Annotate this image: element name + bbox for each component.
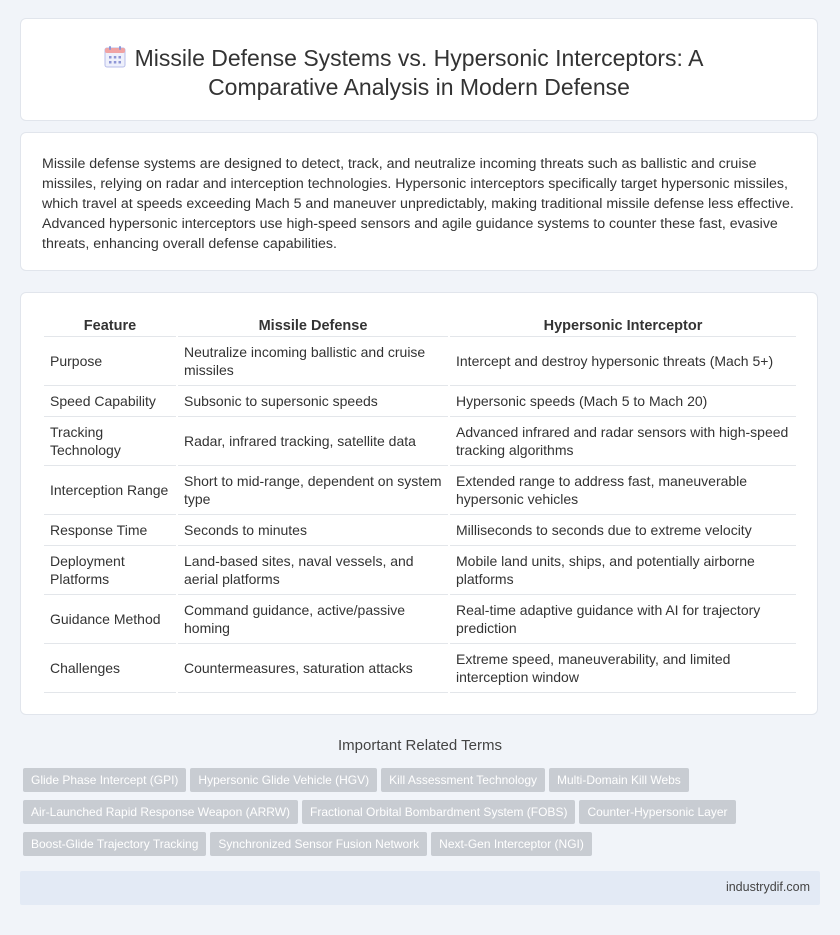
related-term-tag[interactable]: Glide Phase Intercept (GPI)	[23, 768, 186, 792]
row-feature: Guidance Method	[44, 595, 176, 644]
row-hypersonic-interceptor: Extreme speed, maneuverability, and limited interception window	[450, 644, 796, 693]
row-missile-defense: Radar, infrared tracking, satellite data	[178, 417, 448, 466]
table-row	[44, 595, 796, 644]
header-missile-defense: Missile Defense	[178, 316, 448, 337]
comparison-card	[20, 292, 818, 715]
row-hypersonic-interceptor: Real-time adaptive guidance with AI for trajectory prediction	[450, 595, 796, 644]
row-feature: Purpose	[44, 337, 176, 386]
row-missile-defense: Neutralize incoming ballistic and cruise missiles	[178, 337, 448, 386]
row-hypersonic-interceptor: Mobile land units, ships, and potentially airborne platforms	[450, 546, 796, 595]
row-feature: Response Time	[44, 515, 176, 546]
footer-site-link[interactable]: industrydif.com	[725, 880, 810, 894]
row-hypersonic-interceptor: Intercept and destroy hypersonic threats (Mach 5+)	[450, 337, 796, 386]
comparison-table	[42, 316, 798, 693]
row-missile-defense: Short to mid-range, dependent on system type	[178, 466, 448, 515]
row-hypersonic-interceptor: Extended range to address fast, maneuverable hypersonic vehicles	[450, 466, 796, 515]
header-feature: Feature	[44, 316, 176, 337]
related-terms-list	[23, 768, 813, 864]
row-feature: Deployment Platforms	[44, 546, 176, 595]
header-hypersonic-interceptor: Hypersonic Interceptor	[450, 316, 796, 337]
table-row	[44, 515, 796, 546]
row-missile-defense: Countermeasures, saturation attacks	[178, 644, 448, 693]
related-term-tag[interactable]: Synchronized Sensor Fusion Network	[210, 832, 427, 856]
related-term-tag[interactable]: Kill Assessment Technology	[381, 768, 545, 792]
related-term-tag[interactable]: Next-Gen Interceptor (NGI)	[431, 832, 592, 856]
intro-card	[20, 132, 818, 271]
row-hypersonic-interceptor: Hypersonic speeds (Mach 5 to Mach 20)	[450, 386, 796, 417]
row-feature: Speed Capability	[44, 386, 176, 417]
table-row	[44, 466, 796, 515]
row-hypersonic-interceptor: Milliseconds to seconds due to extreme velocity	[450, 515, 796, 546]
row-missile-defense: Command guidance, active/passive homing	[178, 595, 448, 644]
related-term-tag[interactable]: Multi-Domain Kill Webs	[549, 768, 689, 792]
title-card	[20, 18, 818, 121]
intro-paragraph: Missile defense systems are designed to detect, track, and neutralize incoming threats such as ballistic and cruise missiles, relying on radar and interception technologies. Hypersonic interceptors specifically target hypersonic missiles, which travel at speeds exceeding Mach 5 and maneuver unpredictably, making traditional missile defense less effective. Advanced hypersonic interceptors use high-speed sensors and agile guidance systems to counter these fast, evasive threats, enhancing overall defense capabilities.	[42, 156, 794, 252]
row-feature: Challenges	[44, 644, 176, 693]
row-hypersonic-interceptor: Advanced infrared and radar sensors with high-speed tracking algorithms	[450, 417, 796, 466]
related-term-tag[interactable]: Fractional Orbital Bombardment System (FOBS)	[302, 800, 575, 824]
related-term-tag[interactable]: Air-Launched Rapid Response Weapon (ARRW)	[23, 800, 298, 824]
related-term-tag[interactable]: Hypersonic Glide Vehicle (HGV)	[190, 768, 377, 792]
related-term-tag[interactable]: Boost-Glide Trajectory Tracking	[23, 832, 206, 856]
table-row	[44, 386, 796, 417]
related-term-tag[interactable]: Counter-Hypersonic Layer	[579, 800, 735, 824]
related-terms-title: Important Related Terms	[338, 737, 502, 754]
footer-bar	[20, 871, 820, 905]
table-row	[44, 546, 796, 595]
row-missile-defense: Subsonic to supersonic speeds	[178, 386, 448, 417]
row-missile-defense: Seconds to minutes	[178, 515, 448, 546]
table-row	[44, 644, 796, 693]
table-header-row	[44, 316, 796, 337]
row-missile-defense: Land-based sites, naval vessels, and aerial platforms	[178, 546, 448, 595]
row-feature: Tracking Technology	[44, 417, 176, 466]
row-feature: Interception Range	[44, 466, 176, 515]
table-row	[44, 337, 796, 386]
table-row	[44, 417, 796, 466]
page-title: Missile Defense Systems vs. Hypersonic Interceptors: A Comparative Analysis in Modern Defense	[134, 45, 704, 100]
